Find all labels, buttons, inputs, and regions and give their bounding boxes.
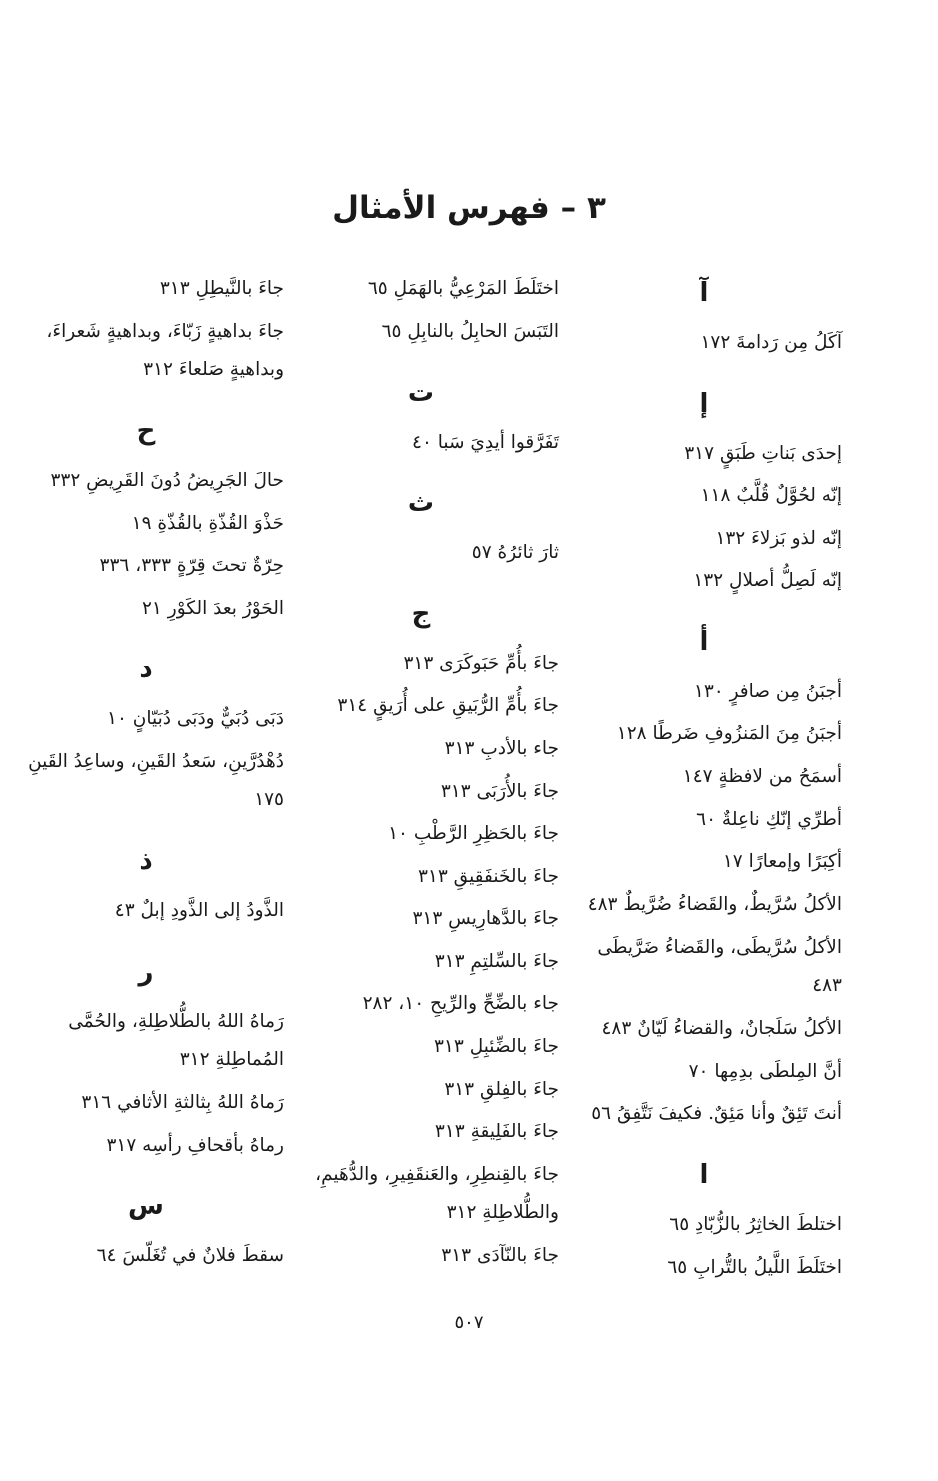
index-section bbox=[283, 268, 559, 354]
index-entry: رَماهُ اللهُ بِثالثةِ الأثافي ٣١٦ bbox=[81, 1091, 284, 1113]
index-entry: إنّه لَصِلُّ أصلالٍ ١٣٢ bbox=[693, 570, 842, 591]
section-letter: ا bbox=[699, 1160, 709, 1190]
index-entry: سقطَ فلانٌ في تُغَلّسَ ٦٤ bbox=[96, 1245, 284, 1266]
index-section bbox=[283, 589, 559, 1278]
index-entry: الأكلُ سُرَّيطَى، والقَضاءُ ضَرَّيطَى ٤٨٣ bbox=[597, 936, 842, 996]
index-section bbox=[566, 379, 842, 603]
index-section bbox=[283, 368, 559, 465]
page-number: ٥٠٧ bbox=[454, 1312, 484, 1333]
index-entry: جاءَ بالضِّئبِلِ ٣١٣ bbox=[434, 1036, 559, 1057]
index-entry: دُهْدُرَّينِ، سَعدُ القَينِ، وساعِدُ القَينِ ١٧٥ bbox=[28, 751, 284, 810]
index-entry: اختلطَ الخاثِرُ بالزُّبّادِ ٦٥ bbox=[669, 1214, 842, 1235]
section-letter: آ bbox=[699, 278, 709, 308]
index-entry: التَبَسَ الحابِلُ بالنابِلِ ٦٥ bbox=[381, 321, 559, 342]
index-entry: جاءَ بالفِلقِ ٣١٣ bbox=[444, 1078, 559, 1100]
index-entry: الحَوْرُ بعدَ الكَوْرِ ٢١ bbox=[142, 597, 284, 619]
index-entry: إنّه لذو بَزلاءَ ١٣٢ bbox=[715, 527, 842, 549]
index-section bbox=[8, 947, 284, 1168]
section-letter: ر bbox=[138, 956, 154, 987]
index-entry: جاءَ بالدَّهارِيسِ ٣١٣ bbox=[412, 908, 559, 929]
index-entry: جاءَ بأُمِّ حَبَوكَرَى ٣١٣ bbox=[403, 652, 559, 674]
index-entry: اختَلَطَ اللَّيلُ بالتُّرابِ ٦٥ bbox=[667, 1256, 842, 1278]
index-section bbox=[566, 268, 842, 365]
index-entry: جاءَ بالحَظِرِ الرَّطْبِ ١٠ bbox=[388, 823, 559, 844]
index-entry: جاءَ بالقِنطِرِ، والعَنقَفِيرِ، والدُّهَيمِ، والطُّلاطِلةِ ٣١٢ bbox=[315, 1163, 559, 1223]
index-entry: أجبَنُ مِن صافرٍ ١٣٠ bbox=[693, 680, 842, 702]
index-entry: الذَّودُ إلى الذَّودِ إبلٌ ٤٣ bbox=[114, 900, 284, 921]
index-entry: رَماهُ اللهُ بالطُّلاطِلةِ، والحُمَّى المُماطِلةِ ٣١٢ bbox=[68, 1010, 284, 1070]
index-entry: أسمَحُ من لافظةٍ ١٤٧ bbox=[682, 766, 842, 787]
index-section bbox=[566, 1150, 842, 1290]
index-entry: أكِبَرًا وإمعارًا ١٧ bbox=[722, 851, 842, 872]
index-section bbox=[8, 836, 284, 933]
index-entry: حِرّةٌ تحتَ قِرّةٍ ٣٣٣، ٣٣٦ bbox=[99, 555, 284, 576]
index-section bbox=[8, 644, 284, 822]
index-entry: جاءَ بالنّآدَى ٣١٣ bbox=[441, 1244, 559, 1266]
index-entry: حَذْوَ القُذّةِ بالقُذّةِ ١٩ bbox=[131, 512, 284, 534]
index-entry: جاء بالضِّحِّ والرِّيحِ ١٠، ٢٨٢ bbox=[362, 993, 559, 1014]
index-column-left bbox=[8, 268, 284, 1292]
index-entry: دَبَى دُبَيٌّ ودَبَى دُبَيّانٍ ١٠ bbox=[107, 708, 284, 729]
index-entry: جاءَ بالسِّلتِمِ ٣١٣ bbox=[434, 950, 559, 972]
section-letter: ح bbox=[136, 415, 156, 446]
section-letter: ج bbox=[411, 598, 431, 629]
index-entry: جاءَ بأُمِّ الرُّبَيقِ على أُرَيقٍ ٣١٤ bbox=[337, 695, 559, 716]
section-letter: أ bbox=[699, 626, 709, 657]
index-entry: أنتَ تَئِقٌ وأنا مَئِقٌ. فكيفَ نَتَّفِقُ ٥٦ bbox=[591, 1103, 842, 1124]
page-title: ٣ – فهرس الأمثال bbox=[332, 190, 606, 226]
index-entry: أنَّ المِلطَى بدِمِها ٧٠ bbox=[688, 1060, 842, 1082]
index-entry: حالَ الجَرِيضُ دُونَ القَرِيضِ ٣٣٢ bbox=[50, 469, 284, 491]
index-entry: تَفَرَّقوا أيدِيَ سَبا ٤٠ bbox=[412, 431, 559, 453]
index-section bbox=[283, 478, 559, 575]
index-entry: الأكلُ سَلَجانٌ، والقضاءُ لَيّانٌ ٤٨٣ bbox=[601, 1017, 842, 1039]
index-column-middle bbox=[283, 268, 559, 1291]
section-letter: إ bbox=[699, 388, 709, 419]
index-section bbox=[566, 617, 842, 1137]
index-entry: جاء بالأدبِ ٣١٣ bbox=[444, 738, 559, 759]
section-letter: ت bbox=[407, 377, 435, 408]
section-letter: ذ bbox=[139, 846, 153, 876]
index-section bbox=[8, 1181, 284, 1278]
index-entry: اختَلَطَ المَرْعِيُّ بالهَمَلِ ٦٥ bbox=[367, 278, 559, 299]
section-letter: د bbox=[139, 654, 153, 684]
index-column-right bbox=[566, 268, 842, 1304]
index-entry: رماهُ بأقحافِ رأسِه ٣١٧ bbox=[106, 1134, 284, 1156]
index-entry: جاءَ بالنَّيطِلِ ٣١٣ bbox=[159, 278, 284, 299]
section-letter: ث bbox=[407, 488, 435, 518]
index-entry: أطرِّي إنّكِ ناعِلةٌ ٦٠ bbox=[696, 808, 842, 830]
index-entry: جاءَ بداهيةٍ زَبّاءَ، وبداهيةٍ شَعراءَ، وبداهيةٍ صَلعاءَ ٣١٢ bbox=[46, 320, 284, 380]
index-entry: جاءَ بالخَنفَقِيقِ ٣١٣ bbox=[417, 865, 559, 887]
index-entry: أجبَنُ مِنَ المَنزُوفِ ضَرطًا ١٢٨ bbox=[616, 723, 842, 744]
section-letter: س bbox=[128, 1191, 164, 1221]
index-entry: جاءَ بالفَلِيقةِ ٣١٣ bbox=[434, 1121, 559, 1142]
index-section bbox=[8, 268, 284, 392]
index-entry: آكَلُ مِن رَدامةَ ١٧٢ bbox=[700, 332, 842, 353]
index-entry: الأكلُ سُرَّيطٌ، والقَضاءُ ضُرَّيطٌ ٤٨٣ bbox=[587, 893, 842, 915]
index-entry: إنّه لحُوَّلٌ قُلَّبٌ ١١٨ bbox=[700, 485, 842, 506]
index-entry: إحدَى بَناتِ طَبَقٍ ٣١٧ bbox=[684, 442, 842, 464]
index-entry: جاءَ بالأُرَبَى ٣١٣ bbox=[440, 780, 559, 802]
index-entry: ثارَ ثائرُهُ ٥٧ bbox=[471, 542, 559, 563]
index-section bbox=[8, 406, 284, 631]
